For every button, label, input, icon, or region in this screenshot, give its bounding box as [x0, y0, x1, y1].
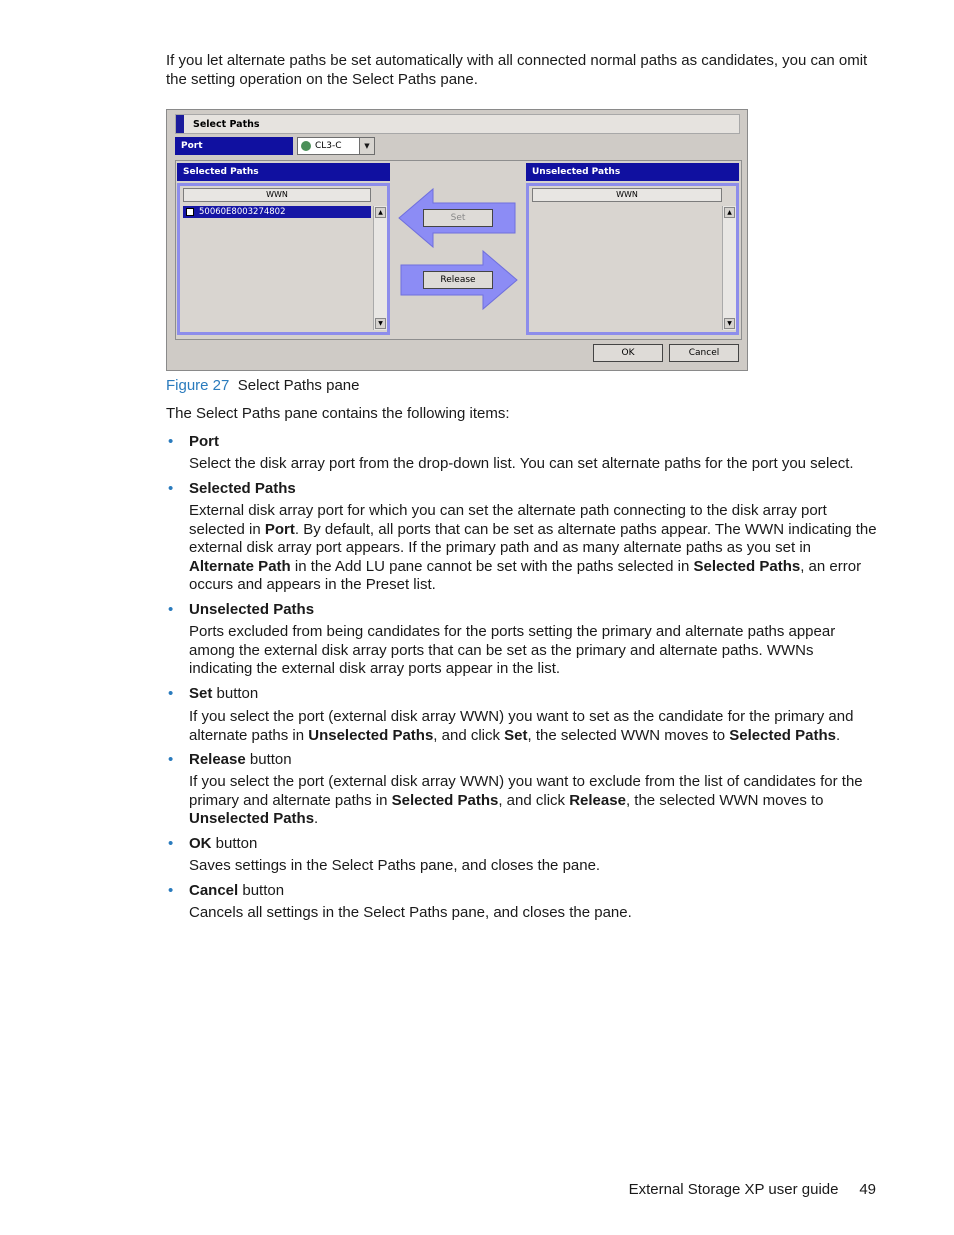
scroll-up-icon[interactable]: ▲	[375, 207, 386, 218]
chevron-down-icon[interactable]: ▼	[359, 138, 374, 154]
port-icon	[301, 141, 311, 151]
item-title-ok: OK button	[189, 835, 258, 852]
item-title-unselected-paths: Unselected Paths	[189, 601, 315, 618]
intro-paragraph: If you let alternate paths be set automatically with all connected normal paths as candidates, you can omit the setting operation on the Select Paths pane.	[166, 52, 868, 88]
item-desc-selected-paths: External disk array port for which you can set the alternate path connecting to the disk array port selected in Port. By default, all ports that can be set as alternate paths appear. The WWN indicating the external disk array port appears. If the primary path and as many alternate paths as you set in Alternate Path in the Add LU pane cannot be set with the paths selected in Selected Paths, an error occurs and appears in the Preset list.	[189, 502, 877, 594]
set-button[interactable]: Set	[423, 209, 493, 227]
figure-caption	[166, 376, 359, 395]
port-label: Port	[175, 137, 293, 155]
selected-paths-header: Selected Paths	[177, 163, 390, 181]
scroll-down-icon[interactable]: ▼	[375, 318, 386, 329]
bullet: •	[168, 685, 174, 702]
lead-paragraph: The Select Paths pane contains the following items:	[166, 405, 510, 422]
bullet: •	[168, 433, 174, 450]
item-desc-port: Select the disk array port from the drop-down list. You can set alternate paths for the port you select.	[189, 455, 854, 472]
figure-number: Figure 27	[166, 377, 230, 394]
item-title-set: Set button	[189, 685, 259, 702]
port-dropdown[interactable]	[297, 137, 375, 155]
item-desc-release: If you select the port (external disk array WWN) you want to exclude from the list of candidates for the primary and alternate paths in Selected Paths, and click Release, the selected WWN moves to Unselected Paths.	[189, 773, 863, 828]
item-title-release: Release button	[189, 751, 292, 768]
selected-path-wwn: 50060E8003274802	[199, 207, 286, 217]
scroll-down-icon[interactable]: ▼	[724, 318, 735, 329]
selected-paths-list[interactable]	[177, 183, 390, 335]
page-footer	[629, 1180, 876, 1199]
item-desc-set: If you select the port (external disk array WWN) you want to set as the candidate for the primary and alternate paths in Unselected Paths, and click Set, the selected WWN moves to Selected Paths.	[189, 708, 854, 744]
unselected-paths-list[interactable]	[526, 183, 739, 335]
item-desc-unselected-paths: Ports excluded from being candidates for the ports setting the primary and alternate paths appear among the external disk array ports that can be set as the primary and alternate paths. WWNs indicating the external disk array ports appear in the list.	[189, 623, 836, 678]
bullet: •	[168, 751, 174, 768]
bullet: •	[168, 835, 174, 852]
pane-title: Select Paths	[193, 119, 260, 130]
selected-path-row[interactable]	[183, 206, 371, 218]
bullet: •	[168, 882, 174, 899]
pane-title-bar	[175, 114, 740, 134]
select-paths-screenshot	[166, 109, 748, 371]
unselected-paths-header: Unselected Paths	[526, 163, 739, 181]
item-title-port: Port	[189, 433, 219, 450]
scroll-up-icon[interactable]: ▲	[724, 207, 735, 218]
selected-scrollbar[interactable]	[373, 206, 387, 330]
selected-wwn-column-header[interactable]: WWN	[183, 188, 371, 202]
bullet: •	[168, 480, 174, 497]
item-title-selected-paths: Selected Paths	[189, 480, 296, 497]
guide-title: External Storage XP user guide	[628, 1181, 839, 1198]
release-button[interactable]: Release	[423, 271, 493, 289]
figure-title: Select Paths pane	[237, 377, 360, 394]
unselected-scrollbar[interactable]	[722, 206, 736, 330]
bullet: •	[168, 601, 174, 618]
item-desc-ok: Saves settings in the Select Paths pane, and closes the pane.	[189, 857, 601, 874]
cancel-button[interactable]: Cancel	[669, 344, 739, 362]
item-desc-cancel: Cancels all settings in the Select Paths pane, and closes the pane.	[189, 904, 632, 921]
title-marker	[176, 115, 184, 133]
ok-button[interactable]: OK	[593, 344, 663, 362]
unselected-wwn-column-header[interactable]: WWN	[532, 188, 722, 202]
item-title-cancel: Cancel button	[189, 882, 285, 899]
port-value: CL3-C	[315, 141, 342, 151]
page-number: 49	[859, 1181, 876, 1198]
move-controls	[395, 163, 523, 335]
path-checkbox[interactable]	[186, 208, 194, 216]
